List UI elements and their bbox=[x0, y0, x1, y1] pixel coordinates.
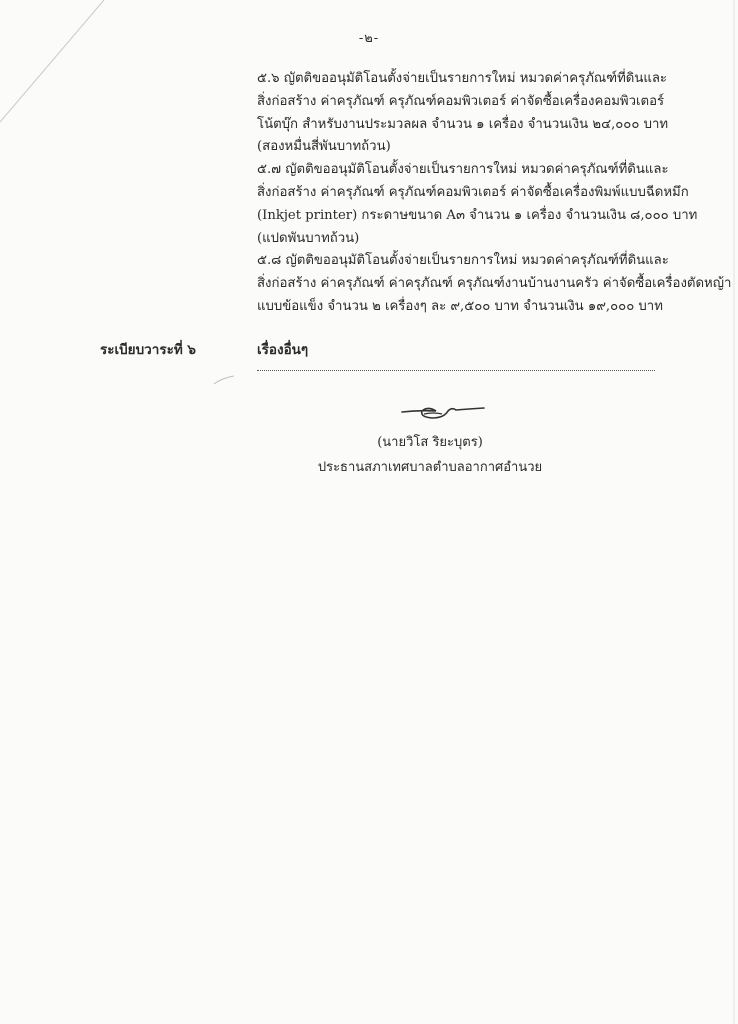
text-line: ๕.๗ ญัตติขออนุมัติโอนตั้งจ่ายเป็นรายการใหม่ หมวดค่าครุภัณฑ์ที่ดินและ bbox=[257, 162, 669, 178]
dotted-fill-line bbox=[257, 370, 655, 371]
text-line: สิ่งก่อสร้าง ค่าครุภัณฑ์ ครุภัณฑ์คอมพิวเตอร์ ค่าจัดซื้อเครื่องคอมพิวเตอร์ bbox=[257, 93, 665, 109]
text-line: ๕.๘ ญัตติขออนุมัติโอนตั้งจ่ายเป็นรายการใหม่ หมวดค่าครุภัณฑ์ที่ดินและ bbox=[257, 253, 669, 269]
handwritten-signature bbox=[398, 398, 488, 426]
text-line: ๕.๖ ญัตติขออนุมัติโอนตั้งจ่ายเป็นรายการใหม่ หมวดค่าครุภัณฑ์ที่ดินและ bbox=[257, 71, 668, 86]
text-line: สิ่งก่อสร้าง ค่าครุภัณฑ์ ค่าครุภัณฑ์ ครุภัณฑ์งานบ้านงานครัว ค่าจัดซื้อเครื่องตัดหญ้า bbox=[257, 276, 732, 292]
signer-title: ประธานสภาเทศบาลตำบลอากาศอำนวย bbox=[317, 460, 543, 475]
scan-artifact-mark bbox=[212, 370, 242, 390]
page-number: -๒- bbox=[358, 31, 380, 46]
agenda-six-label: ระเบียบวาระที่ ๖ bbox=[100, 342, 196, 358]
agenda-item-5-8 bbox=[257, 250, 732, 318]
agenda-item-5-6 bbox=[257, 68, 667, 159]
text-line: (Inkjet printer) กระดาษขนาด A๓ จำนวน ๑ เครื่อง จำนวนเงิน ๘,๐๐๐ บาท bbox=[257, 207, 698, 223]
scan-artifact-corner bbox=[0, 0, 120, 130]
text-line: (สองหมื่นสี่พันบาทถ้วน) bbox=[257, 139, 391, 155]
text-line: แบบข้อแข็ง จำนวน ๒ เครื่องๆ ละ ๙,๕๐๐ บาท จำนวนเงิน ๑๙,๐๐๐ บาท bbox=[257, 298, 663, 314]
agenda-items-block bbox=[257, 68, 732, 319]
signer-name: (นายวิโส ริยะบุตร) bbox=[377, 435, 483, 450]
agenda-item-5-7 bbox=[257, 159, 698, 250]
text-line: สิ่งก่อสร้าง ค่าครุภัณฑ์ ครุภัณฑ์คอมพิวเตอร์ ค่าจัดซื้อเครื่องพิมพ์แบบฉีดหมึก bbox=[257, 184, 689, 200]
scan-artifact-edge bbox=[728, 0, 738, 1024]
text-line: (แปดพันบาทถ้วน) bbox=[257, 230, 360, 246]
agenda-six-title: เรื่องอื่นๆ bbox=[257, 342, 309, 358]
text-line: โน้ตบุ๊ก สำหรับงานประมวลผล จำนวน ๑ เครื่อง จำนวนเงิน ๒๔,๐๐๐ บาท bbox=[257, 116, 669, 132]
